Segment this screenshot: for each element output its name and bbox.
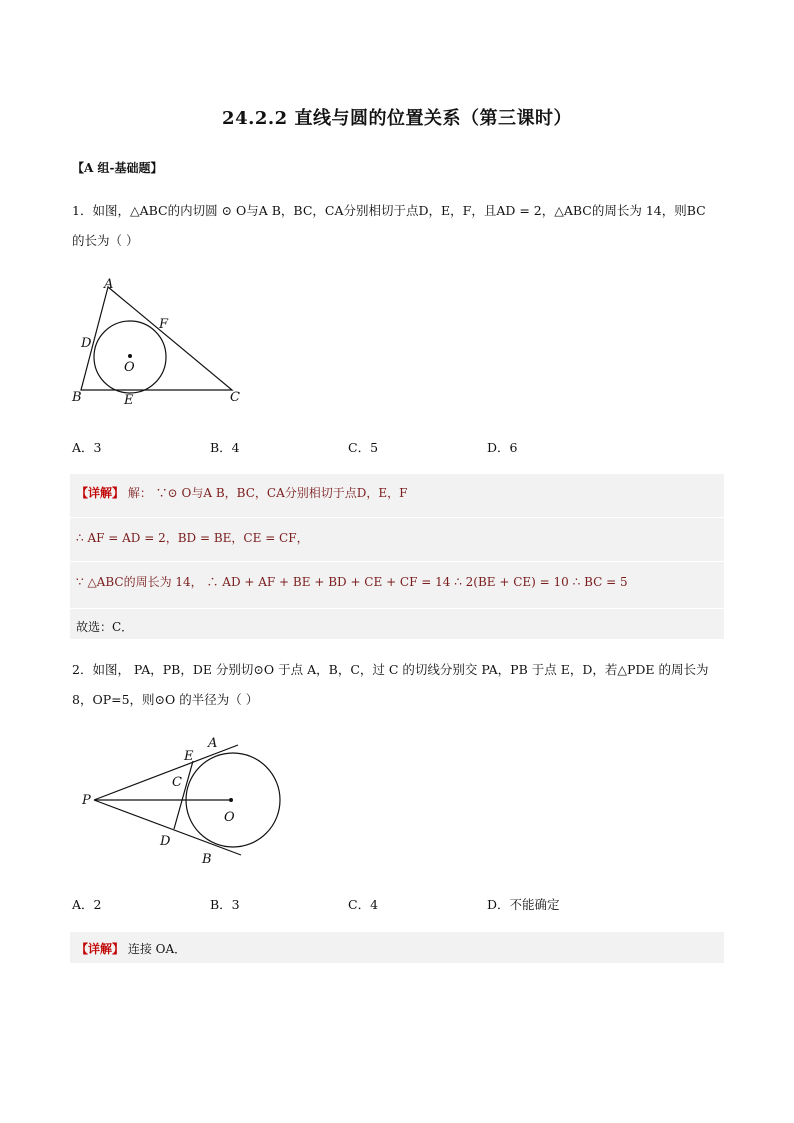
divider bbox=[70, 608, 724, 609]
q1-solution-line-2: ∴ AF = AD = 2，BD = BE，CE = CF， bbox=[76, 531, 309, 545]
label-d: D bbox=[160, 834, 171, 849]
tangent-pa bbox=[94, 745, 238, 800]
q2-solution-line-1 bbox=[76, 940, 186, 957]
q1-solution-line-3: ∵ △ABC的周长为 14， ∴ AD + AF + BE + BD + CE + CF = 14 ∴ 2(BE + CE) = 10 ∴ BC = 5 bbox=[76, 575, 628, 589]
q2-option-b: B．3 bbox=[210, 897, 240, 912]
label-e: E bbox=[184, 749, 194, 764]
label-f: F bbox=[159, 317, 169, 332]
solution-text: 解： ∵⊙ O与A B，BC，CA分别相切于点D，E，F bbox=[127, 486, 408, 500]
label-o: O bbox=[224, 810, 235, 825]
label-c: C bbox=[230, 390, 240, 405]
label-e: E bbox=[124, 393, 134, 408]
question-1-figure bbox=[66, 276, 256, 411]
question-2-line-1: 2．如图， PA，PB，DE 分别切⊙O 于点 A，B，C，过 C 的切线分别交 PA，PB 于点 E，D，若△PDE 的周长为 bbox=[72, 662, 709, 677]
label-b: B bbox=[202, 852, 212, 867]
question-1-line-2: 的长为（ ） bbox=[72, 233, 139, 248]
label-a: A bbox=[104, 277, 114, 292]
q1-solution-line-1 bbox=[76, 484, 407, 501]
question-2-line-2: 8，OP=5，则⊙O 的半径为（ ） bbox=[72, 692, 259, 707]
q1-option-d: D．6 bbox=[487, 440, 518, 455]
divider bbox=[70, 517, 724, 518]
center-point bbox=[229, 798, 233, 802]
label-p: P bbox=[82, 793, 91, 808]
solution-text: 连接 OA． bbox=[127, 942, 187, 956]
page-title: 24.2.2 直线与圆的位置关系（第三课时） bbox=[222, 108, 572, 129]
q2-option-c: C．4 bbox=[348, 897, 379, 912]
solution-tag: 【详解】 bbox=[76, 486, 125, 500]
label-o: O bbox=[124, 360, 135, 375]
triangle-abc bbox=[81, 287, 232, 390]
question-2-figure bbox=[76, 733, 296, 868]
center-point bbox=[128, 354, 132, 358]
label-c: C bbox=[172, 775, 182, 790]
q2-option-d: D．不能确定 bbox=[487, 897, 560, 912]
label-d: D bbox=[81, 336, 92, 351]
label-a: A bbox=[208, 736, 218, 751]
label-b: B bbox=[72, 390, 82, 405]
section-heading: 【A 组-基础题】 bbox=[72, 161, 163, 175]
solution-answer: 故选：C． bbox=[76, 620, 134, 634]
q1-option-c: C．5 bbox=[348, 440, 379, 455]
q1-solution-line-4 bbox=[76, 618, 133, 635]
divider bbox=[70, 561, 724, 562]
q1-option-a: A．3 bbox=[72, 440, 102, 455]
q2-option-a: A．2 bbox=[72, 897, 102, 912]
q1-option-b: B．4 bbox=[210, 440, 240, 455]
question-1-line-1: 1．如图，△ABC的内切圆 ⊙ O与A B，BC，CA分别相切于点D，E，F，且AD = 2，△ABC的周长为 14，则BC bbox=[72, 203, 706, 218]
solution-tag: 【详解】 bbox=[76, 942, 125, 956]
